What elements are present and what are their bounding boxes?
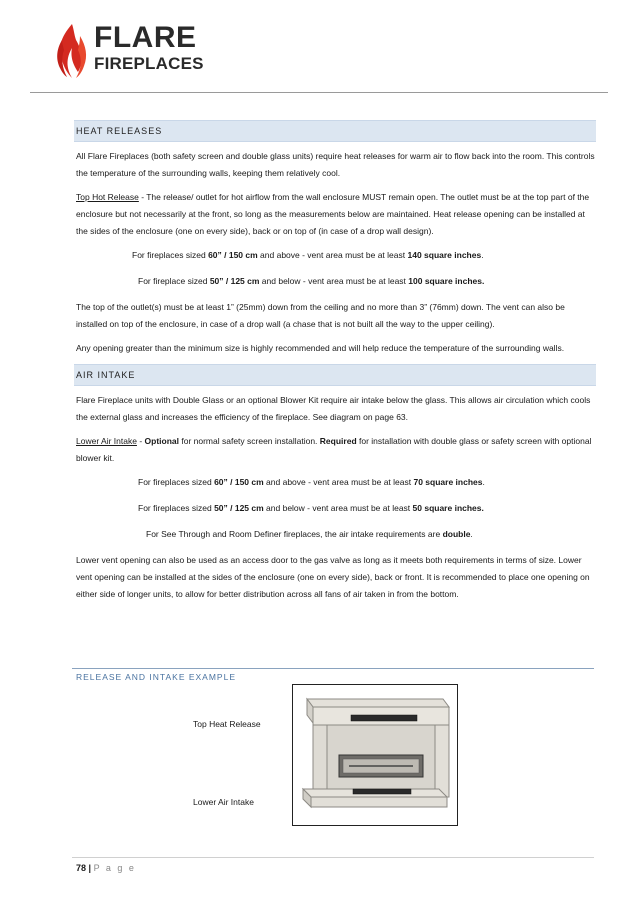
section-heading-air-intake: AIR INTAKE <box>74 364 596 386</box>
optional-label: Optional <box>144 436 179 446</box>
required-label: Required <box>319 436 357 446</box>
spec-area: 140 square inches <box>407 250 482 260</box>
page-word: P a g e <box>93 863 136 873</box>
paragraph-text: - <box>136 436 145 446</box>
spec-text: For fireplaces sized <box>132 250 209 260</box>
spec-size: 60” / 150 cm <box>208 250 258 260</box>
spec-text: For fireplaces sized <box>138 503 215 513</box>
spec-text: . <box>481 250 484 260</box>
page-footer <box>76 863 136 873</box>
top-hot-release-paragraph <box>76 189 596 240</box>
see-through-note <box>76 526 596 543</box>
header-divider <box>30 92 608 93</box>
air-intake-intro: Flare Fireplace units with Double Glass or an optional Blower Kit require air intake below the glass. This allows air circulation which cools the external glass and increases the efficiency of the fireplace. See diagram on page 63. <box>76 395 591 422</box>
spec-area: 100 square inches. <box>408 276 485 286</box>
spec-text: . <box>482 477 485 487</box>
spec-text: and below - vent area must be at least <box>259 276 409 286</box>
paragraph-text: for installation with double glass or safety screen with optional blower kit. <box>76 436 592 463</box>
paragraph-text: for normal safety screen installation. <box>179 436 320 446</box>
flame-icon <box>52 22 92 80</box>
label-top-heat-release: Top Heat Release <box>193 719 261 729</box>
example-heading: RELEASE AND INTAKE EXAMPLE <box>76 672 236 682</box>
heat-spec-small <box>76 273 596 290</box>
spec-text: For fireplaces sized <box>138 477 215 487</box>
example-divider <box>72 668 594 669</box>
spec-area: 70 square inches <box>413 477 483 487</box>
note-text: For See Through and Room Definer fireplaces, the air intake requirements are <box>146 529 443 539</box>
outlet-position-paragraph: The top of the outlet(s) must be at least 1” (25mm) down from the ceiling and no more than 3” (76mm) down. The vent can also be installed on top of the enclosure, in case of a drop wall (a chase that is not built all the way to the upper ceiling). <box>76 302 565 329</box>
top-hot-release-label: Top Hot Release <box>76 192 139 202</box>
fireplace-diagram <box>292 684 458 826</box>
greater-opening-paragraph: Any opening greater than the minimum size is highly recommended and will help reduce the temperature of the surrounding walls. <box>76 343 565 353</box>
lower-air-intake-label: Lower Air Intake <box>76 436 137 446</box>
section-heading-heat-releases: HEAT RELEASES <box>74 120 596 142</box>
footer-separator: | <box>88 863 92 873</box>
footer-divider <box>72 857 594 858</box>
spec-text: and below - vent area must be at least <box>263 503 413 513</box>
logo-wordmark-flare: FLARE <box>94 21 197 54</box>
spec-text: and above - vent area must be at least <box>257 250 408 260</box>
note-text: . <box>470 529 473 539</box>
top-hot-release-text: - The release/ outlet for hot airflow from the wall enclosure MUST remain open. The outlet must be at the top part of the enclosure but not necessarily at the front, so long as the measurements below are maintained. Heat release opening can be installed at the sides of the enclosure (one on every side), back or on top of (in case of a drop wall design). <box>76 192 590 236</box>
intake-spec-small <box>76 500 596 517</box>
intake-spec-large <box>76 474 596 491</box>
brand-logo <box>52 22 222 82</box>
spec-area: 50 square inches. <box>412 503 484 513</box>
lower-vent-paragraph: Lower vent opening can also be used as an access door to the gas valve as long as it meets both requirements in terms of size. Lower vent opening can be installed at the sides of the enclosure (one on every side), back or front. It is recommended to place one opening on either side of longer units, to allow for better distribution across all fans of air taken in from the bottom. <box>76 555 590 599</box>
spec-text: and above - vent area must be at least <box>263 477 414 487</box>
spec-size: 50” / 125 cm <box>214 503 264 513</box>
note-emphasis: double <box>442 529 471 539</box>
heat-spec-large <box>76 247 596 264</box>
page-number: 78 <box>76 863 87 873</box>
page-content <box>76 120 596 610</box>
logo-wordmark-fireplaces: FIREPLACES <box>94 54 204 73</box>
heat-releases-intro: All Flare Fireplaces (both safety screen and double glass units) require heat releases for warm air to flow back into the room. This controls the temperature of the surrounding walls, keeping them relatively cool. <box>76 151 595 178</box>
lower-air-intake-paragraph <box>76 433 596 467</box>
fireplace-illustration <box>293 685 457 825</box>
label-lower-air-intake: Lower Air Intake <box>193 797 254 807</box>
spec-size: 60” / 150 cm <box>214 477 264 487</box>
spec-text: For fireplace sized <box>138 276 210 286</box>
spec-size: 50” / 125 cm <box>209 276 260 286</box>
